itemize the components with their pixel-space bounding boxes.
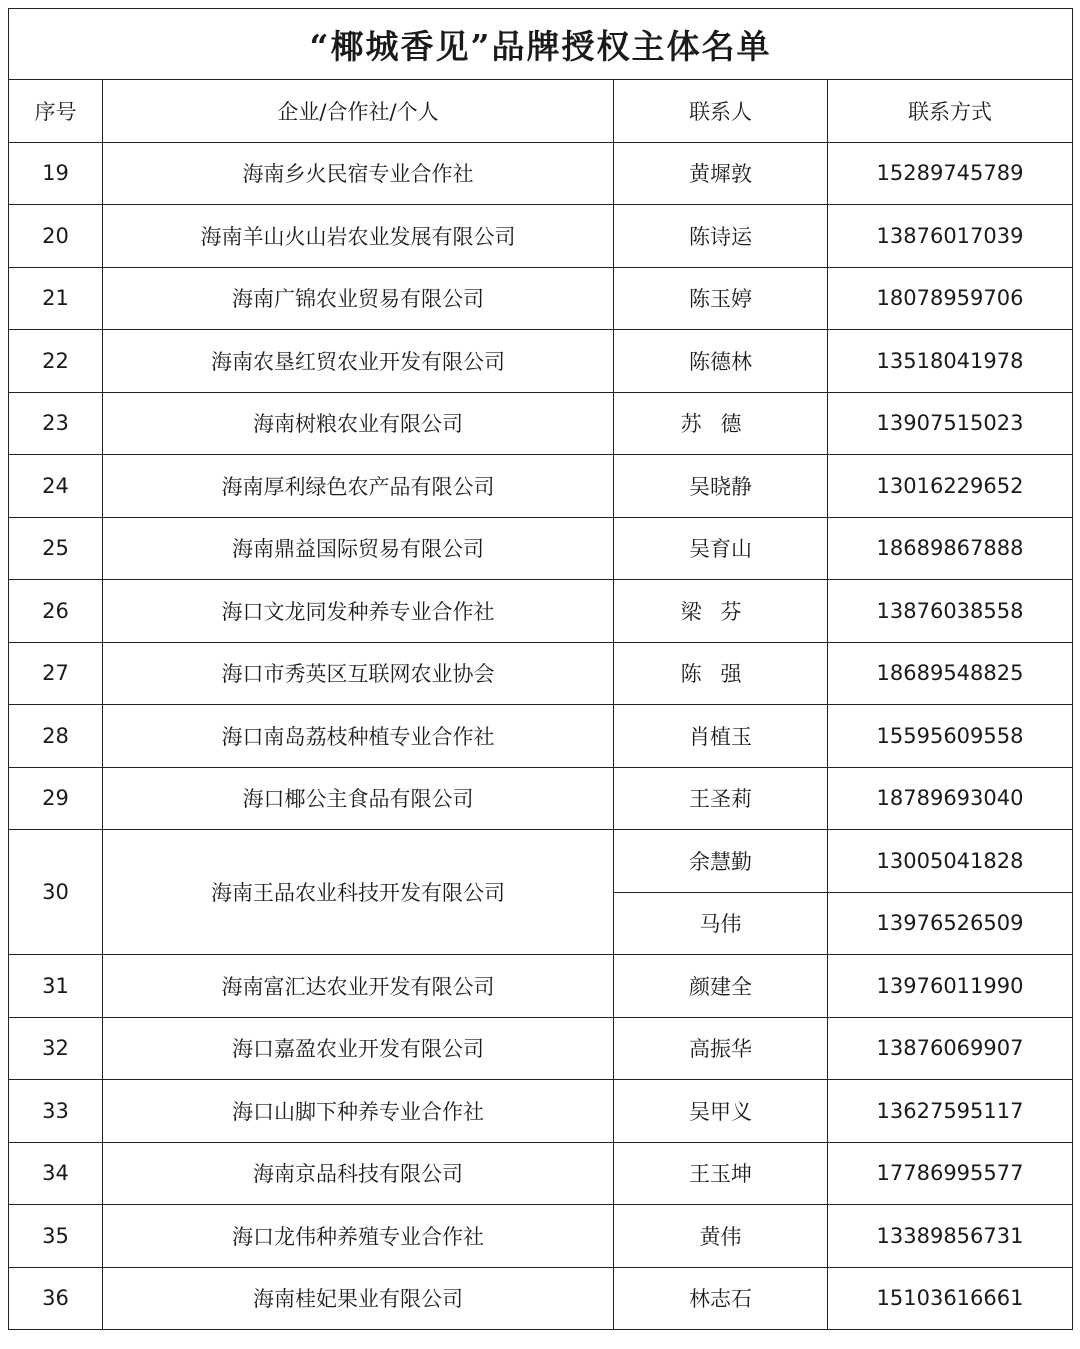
contact-phone: 18078959706 [828,267,1073,330]
contact-person: 陈德林 [614,330,828,393]
row-index: 23 [9,392,103,455]
contact-phone: 18689867888 [828,517,1073,580]
organization-name: 海口龙伟种养殖专业合作社 [103,1205,614,1268]
contact-person: 余慧勤 [614,830,828,893]
organization-name: 海南桂妃果业有限公司 [103,1267,614,1330]
contact-person: 黄伟 [614,1205,828,1268]
contact-phone: 13389856731 [828,1205,1073,1268]
row-index: 33 [9,1080,103,1143]
contact-phone: 13907515023 [828,392,1073,455]
contact-person: 梁芬 [614,580,828,643]
organization-name: 海南农垦红贸农业开发有限公司 [103,330,614,393]
contact-phone: 13518041978 [828,330,1073,393]
organization-name: 海南乡火民宿专业合作社 [103,142,614,205]
contact-person: 吴育山 [614,517,828,580]
contact-person: 陈强 [614,642,828,705]
row-index: 32 [9,1017,103,1080]
table-row [9,267,1073,330]
row-index: 20 [9,205,103,268]
contact-person: 王玉坤 [614,1142,828,1205]
contact-person: 高振华 [614,1017,828,1080]
contact-person: 苏德 [614,392,828,455]
table-row [9,1080,1073,1143]
column-header-organization: 企业/合作社/个人 [103,80,614,143]
roster-table [8,8,1073,1330]
row-index: 30 [9,830,103,955]
contact-phone: 13005041828 [828,830,1073,893]
row-index: 35 [9,1205,103,1268]
table-row [9,705,1073,768]
contact-person: 陈玉婷 [614,267,828,330]
table-row [9,580,1073,643]
contact-phone: 13876038558 [828,580,1073,643]
roster-body [9,142,1073,1330]
organization-name: 海口市秀英区互联网农业协会 [103,642,614,705]
contact-phone: 15595609558 [828,705,1073,768]
contact-person: 黄墀敦 [614,142,828,205]
organization-name: 海口南岛荔枝种植专业合作社 [103,705,614,768]
organization-name: 海口嘉盈农业开发有限公司 [103,1017,614,1080]
contact-phone: 13876069907 [828,1017,1073,1080]
contact-person: 肖植玉 [614,705,828,768]
contact-person: 颜建全 [614,955,828,1018]
organization-name: 海南富汇达农业开发有限公司 [103,955,614,1018]
row-index: 31 [9,955,103,1018]
column-header-contact-person: 联系人 [614,80,828,143]
organization-name: 海南羊山火山岩农业发展有限公司 [103,205,614,268]
column-header-contact-phone: 联系方式 [828,80,1073,143]
contact-person: 陈诗运 [614,205,828,268]
organization-name: 海南王品农业科技开发有限公司 [103,830,614,955]
contact-phone: 13976526509 [828,892,1073,955]
contact-person: 吴甲义 [614,1080,828,1143]
organization-name: 海南树粮农业有限公司 [103,392,614,455]
row-index: 22 [9,330,103,393]
table-row [9,830,1073,893]
table-row [9,642,1073,705]
row-index: 27 [9,642,103,705]
table-row [9,767,1073,830]
table-row [9,1017,1073,1080]
row-index: 28 [9,705,103,768]
table-row [9,455,1073,518]
row-index: 34 [9,1142,103,1205]
contact-person: 马伟 [614,892,828,955]
row-index: 29 [9,767,103,830]
table-row [9,517,1073,580]
table-row [9,392,1073,455]
header-row [9,80,1073,143]
contact-phone: 13976011990 [828,955,1073,1018]
contact-person: 林志石 [614,1267,828,1330]
contact-phone: 15103616661 [828,1267,1073,1330]
roster-sheet [8,8,1072,1330]
contact-phone: 18789693040 [828,767,1073,830]
table-row [9,205,1073,268]
organization-name: 海口山脚下种养专业合作社 [103,1080,614,1143]
row-index: 25 [9,517,103,580]
row-index: 21 [9,267,103,330]
contact-phone: 17786995577 [828,1142,1073,1205]
organization-name: 海口文龙同发种养专业合作社 [103,580,614,643]
table-row [9,955,1073,1018]
contact-phone: 15289745789 [828,142,1073,205]
table-row [9,1267,1073,1330]
row-index: 19 [9,142,103,205]
contact-person: 王圣莉 [614,767,828,830]
contact-phone: 13876017039 [828,205,1073,268]
organization-name: 海南京品科技有限公司 [103,1142,614,1205]
organization-name: 海口椰公主食品有限公司 [103,767,614,830]
row-index: 26 [9,580,103,643]
row-index: 36 [9,1267,103,1330]
column-header-index: 序号 [9,80,103,143]
page-title: “椰城香见”品牌授权主体名单 [9,9,1073,80]
table-row [9,330,1073,393]
table-row [9,142,1073,205]
contact-phone: 13627595117 [828,1080,1073,1143]
table-row [9,1142,1073,1205]
organization-name: 海南鼎益国际贸易有限公司 [103,517,614,580]
title-row [9,9,1073,80]
contact-phone: 18689548825 [828,642,1073,705]
table-row [9,1205,1073,1268]
organization-name: 海南广锦农业贸易有限公司 [103,267,614,330]
row-index: 24 [9,455,103,518]
organization-name: 海南厚利绿色农产品有限公司 [103,455,614,518]
contact-person: 吴晓静 [614,455,828,518]
contact-phone: 13016229652 [828,455,1073,518]
